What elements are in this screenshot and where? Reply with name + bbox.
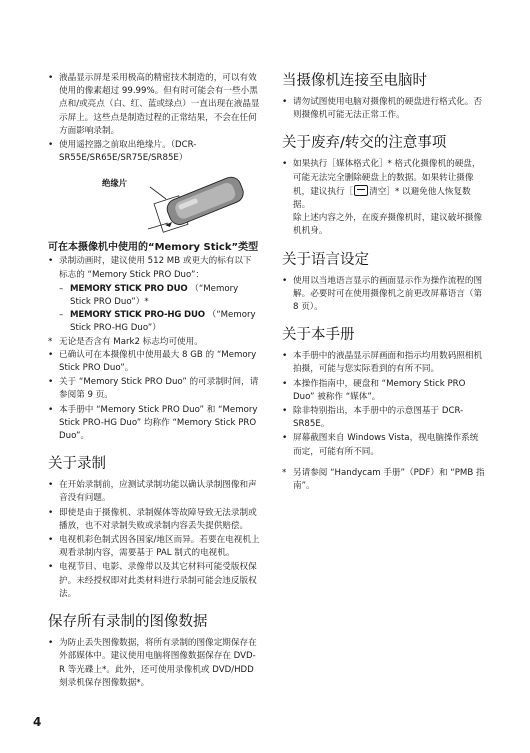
- list-item: • 电视机彩色制式因各国家/地区而异。若要在电视机上观看录制内容，需要基于 PAL 制式的电视机。: [48, 534, 260, 560]
- trash-icon: [354, 185, 368, 196]
- intro-list: [48, 72, 260, 165]
- pc-connection-title: 当摄像机连接至电脑时: [282, 73, 427, 89]
- list-item: • 请勿试图使用电脑对摄像机的硬盘进行格式化。否则摄像机可能无法正常工作。: [282, 96, 486, 122]
- ms-pro-duo-text: （“Memory Stick PRO Duo”）*: [70, 283, 239, 308]
- list-item: • 屏幕截图来自 Windows Vista，视电脑操作系统而定，可能有所不同。: [282, 432, 486, 458]
- note-text: 无论是否含有 Mark2 标志均可使用。: [59, 336, 203, 347]
- left-column: [48, 72, 260, 691]
- dispose-text-a: 如果执行［媒体格式化］* 格式化摄像机的硬盘，可能无法完全删除硬盘上的数据。如果转让摄像机，建议执行［: [293, 159, 481, 197]
- list-item: • 本手册中的液晶显示屏画面和指示均用数码照相机拍摄，可能与您实际看到的有所不同。: [282, 350, 486, 376]
- insulation-label: 绝缘片: [102, 178, 128, 189]
- ms-list: [48, 255, 260, 281]
- list-item: • 使用遥控器之前取出绝缘片。（DCR-SR55E/SR65E/SR75E/SR85E）: [48, 139, 260, 165]
- list-item: • 关于 “Memory Stick PRO Duo” 的可录制时间，请参阅第 9 页。: [48, 376, 260, 402]
- ms-pro-hg-duo-text: （“Memory Stick PRO-HG Duo”）: [70, 310, 256, 334]
- recording-list: [48, 479, 260, 601]
- dispose-list: [282, 158, 486, 238]
- page-number: 4: [33, 715, 42, 729]
- language-title: 关于语言设定: [282, 251, 369, 268]
- ms-types-heading: 可在本摄像机中使用的“Memory Stick”类型: [48, 242, 259, 254]
- save-data-list: [48, 637, 260, 690]
- ms-pro-duo-entry: – MEMORY STICK PRO DUO （“Memory Stick PRO Duo”）*: [59, 283, 239, 308]
- ms-pro-hg-duo-entry: – MEMORY STICK PRO-HG DUO （“Memory Stick PRO-HG Duo”）: [59, 310, 256, 334]
- list-item: [282, 158, 486, 238]
- dispose-text-c: 除上述内容之外，在废弃摄像机时，建议破坏摄像机机身。: [293, 213, 483, 237]
- dispose-title: 关于废弃/转交的注意事项: [282, 135, 447, 152]
- manual-title: 关于本手册: [282, 327, 355, 344]
- ms-pro-duo-logo: MEMORY STICK PRO DUO: [70, 283, 188, 294]
- ms-pro-hg-duo-logo: MEMORY STICK PRO-HG DUO: [70, 310, 205, 321]
- recording-title: 关于录制: [48, 456, 106, 473]
- mark2-note: * 无论是否含有 Mark2 标志均可使用。: [48, 336, 203, 347]
- dispose-text-b: 清空］* 以避免他人恢复数据。: [293, 186, 471, 211]
- list-item: • 除非特别指出，本手册中的示意图基于 DCR-SR85E。: [282, 405, 486, 431]
- list-item: • 已确认可在本摄像机中使用最大 8 GB 的 “Memory Stick PRO Duo”。: [48, 349, 260, 375]
- remote-illustration: [48, 171, 260, 237]
- right-column: [282, 72, 486, 493]
- language-list: [282, 275, 486, 315]
- remote-control-drawing: [48, 171, 260, 237]
- list-item: • 液晶显示屏是采用极高的精密技术制造的，可以有效使用的像素超过 99.99%。但有时可能会有一些小黑点和/或亮点（白、红、蓝或绿点）一直出现在液晶显示屏上。这些点是制造过程的正常结果，不会在任何方面影响录制。: [48, 72, 260, 138]
- manual-list: [282, 350, 486, 459]
- pc-connection-list: [282, 96, 486, 122]
- list-item: • 本操作指南中，硬盘和 “Memory Stick PRO Duo” 被称作 “媒体”。: [282, 378, 486, 404]
- list-item: • 电视节目、电影、录像带以及其它材料可能受版权保护。未经授权即对此类材料进行录制可能会违反版权法。: [48, 561, 260, 601]
- list-item: • 使用以当地语言显示的画面显示作为操作流程的图解。必要时可在使用摄像机之前更改屏幕语言（第 8 页）。: [282, 275, 486, 315]
- save-data-title: 保存所有录制的图像数据: [48, 614, 208, 631]
- ms-info-list: [48, 349, 260, 443]
- list-item: • 本手册中 “Memory Stick PRO Duo” 和 “Memory Stick PRO-HG Duo” 均称作 “Memory Stick PRO Duo”。: [48, 404, 260, 444]
- list-item: • 为防止丢失图像数据，将所有录制的图像定期保存在外部媒体中。建议使用电脑将图像数据保存在 DVD-R 等光碟上*。此外，还可使用录像机或 DVD/HDD 刻录机保存图像数据*。: [48, 637, 260, 690]
- footnote-text: 另请参阅 “Handycam 手册”（PDF）和 “PMB 指南”。: [293, 467, 485, 492]
- list-item: • 录制动画时，建议使用 512 MB 或更大的标有以下标志的 “Memory Stick PRO Duo”：: [48, 255, 260, 281]
- footnote: * 另请参阅 “Handycam 手册”（PDF）和 “PMB 指南”。: [282, 467, 485, 492]
- list-item: • 在开始录制前，应测试录制功能以确认录制图像和声音没有问题。: [48, 479, 260, 505]
- list-item: • 即使是由于摄像机、录制媒体等故障导致无法录制或播放，也不对录制失败或录制内容丢失提供赔偿。: [48, 507, 260, 533]
